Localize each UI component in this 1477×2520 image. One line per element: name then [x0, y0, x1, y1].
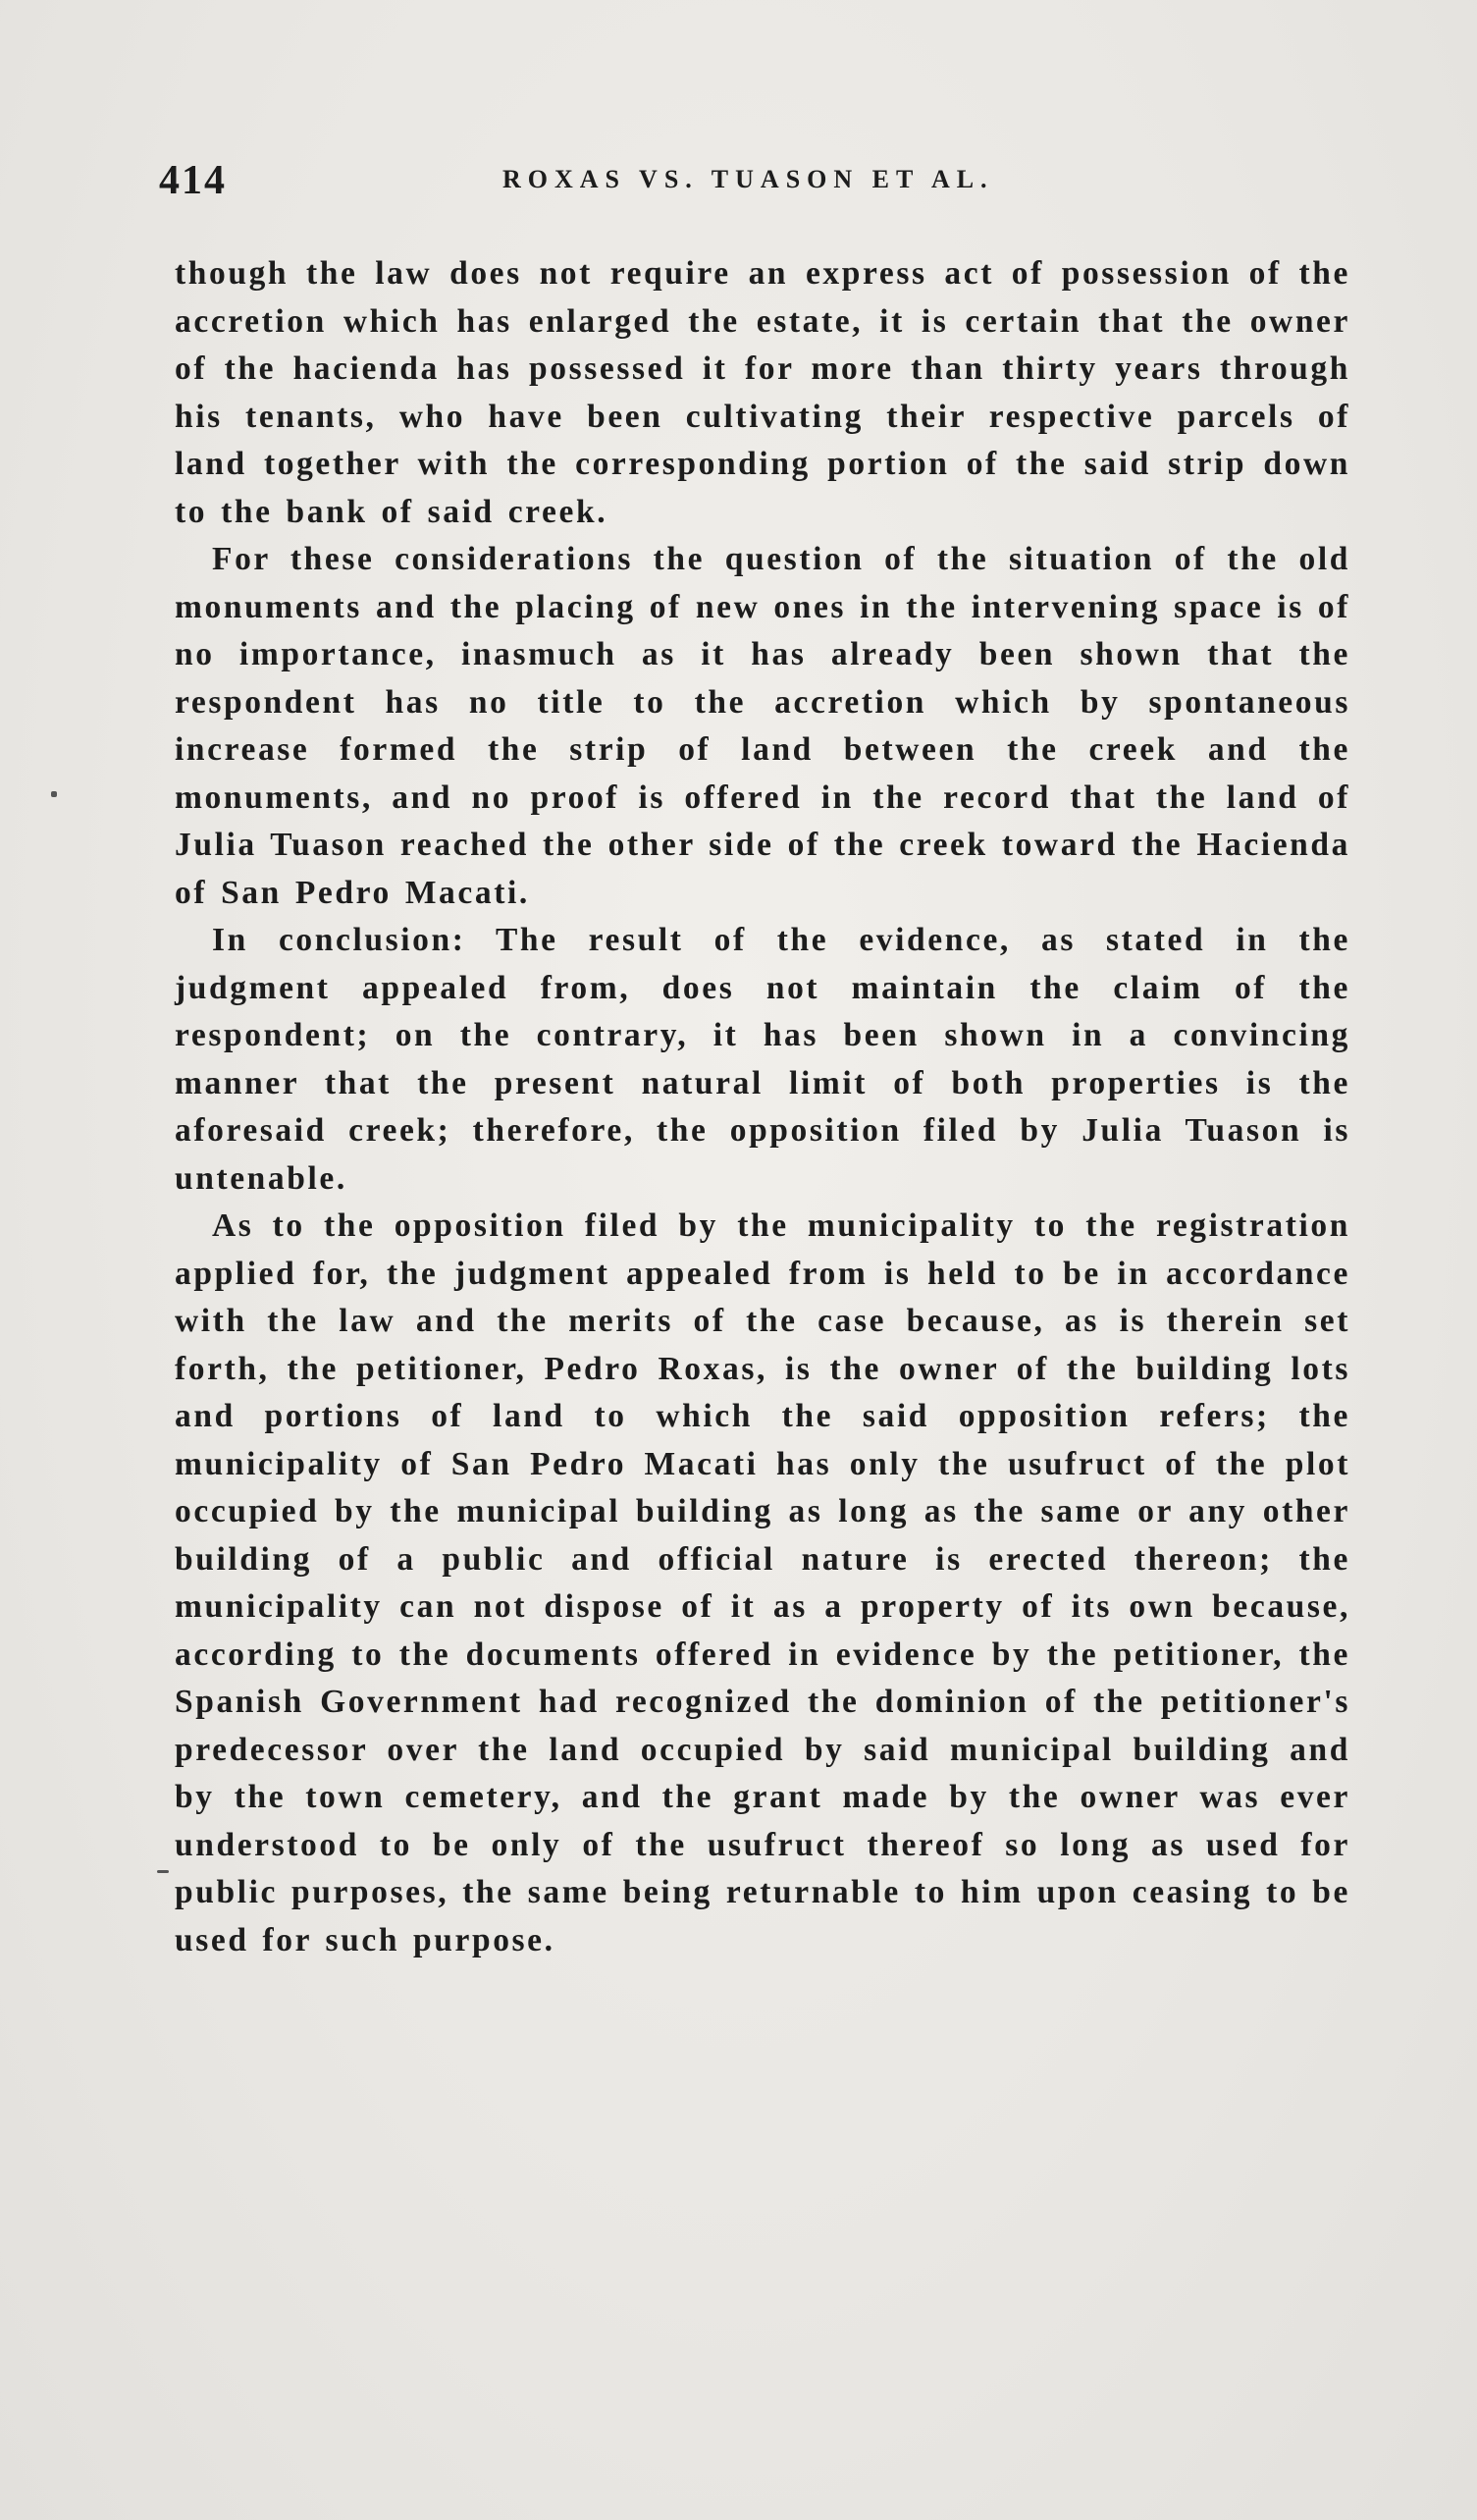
page-header	[159, 157, 1366, 216]
paragraph-considerations: For these considerations the question of the situation of the old monuments and the placing of new ones in the intervening space is of no importance, inasmuch as it has already been shown that the respondent has no title to the accretion which by spontaneous increase formed the strip of land between the creek and the monuments, and no proof is offered in the record that the land of Julia Tuason reached the other side of the creek toward the Hacienda of San Pedro Macati.	[175, 541, 1350, 911]
paragraph-continuation: though the law does not require an express act of possession of the accretion which has enlarged the estate, it is certain that the owner of the hacienda has possessed it for more than thirty years through his tenants, who have been cultivating their respective parcels of land together with the corresponding portion of the said strip down to the bank of said creek.	[175, 255, 1350, 530]
margin-mark	[157, 1870, 169, 1873]
paragraph-municipality-opposition: As to the opposition filed by the municipality to the registration applied for, the judgment appealed from is held to be in accordance with the law and the merits of the case because, as is therein set forth, the petitioner, Pedro Roxas, is the owner of the building lots and portions of land to which the said opposition refers; the municipality of San Pedro Macati has only the usufruct of the plot occupied by the municipal building as long as the same or any other building of a public and official nature is erected thereon; the municipality can not dispose of it as a property of its own because, according to the documents offered in evidence by the petitioner, the Spanish Government had recognized the dominion of the petitioner's predecessor over the land occupied by said municipal building and by the town cemetery, and the grant made by the owner was ever understood to be only of the usufruct thereof so long as used for public purposes, the same being returnable to him upon ceasing to be used for such purpose.	[175, 1207, 1350, 1958]
paragraph-conclusion: In conclusion: The result of the evidence, as stated in the judgment appealed from, does not maintain the claim of the respondent; on the contrary, it has been shown in a convincing manner that the present natural limit of both properties is the aforesaid creek; therefore, the opposition filed by Julia Tuason is untenable.	[175, 922, 1350, 1197]
running-head: ROXAS VS. TUASON ET AL.	[502, 165, 994, 193]
margin-speck	[51, 791, 57, 797]
body-text	[175, 250, 1350, 1964]
page-number: 414	[159, 158, 227, 203]
